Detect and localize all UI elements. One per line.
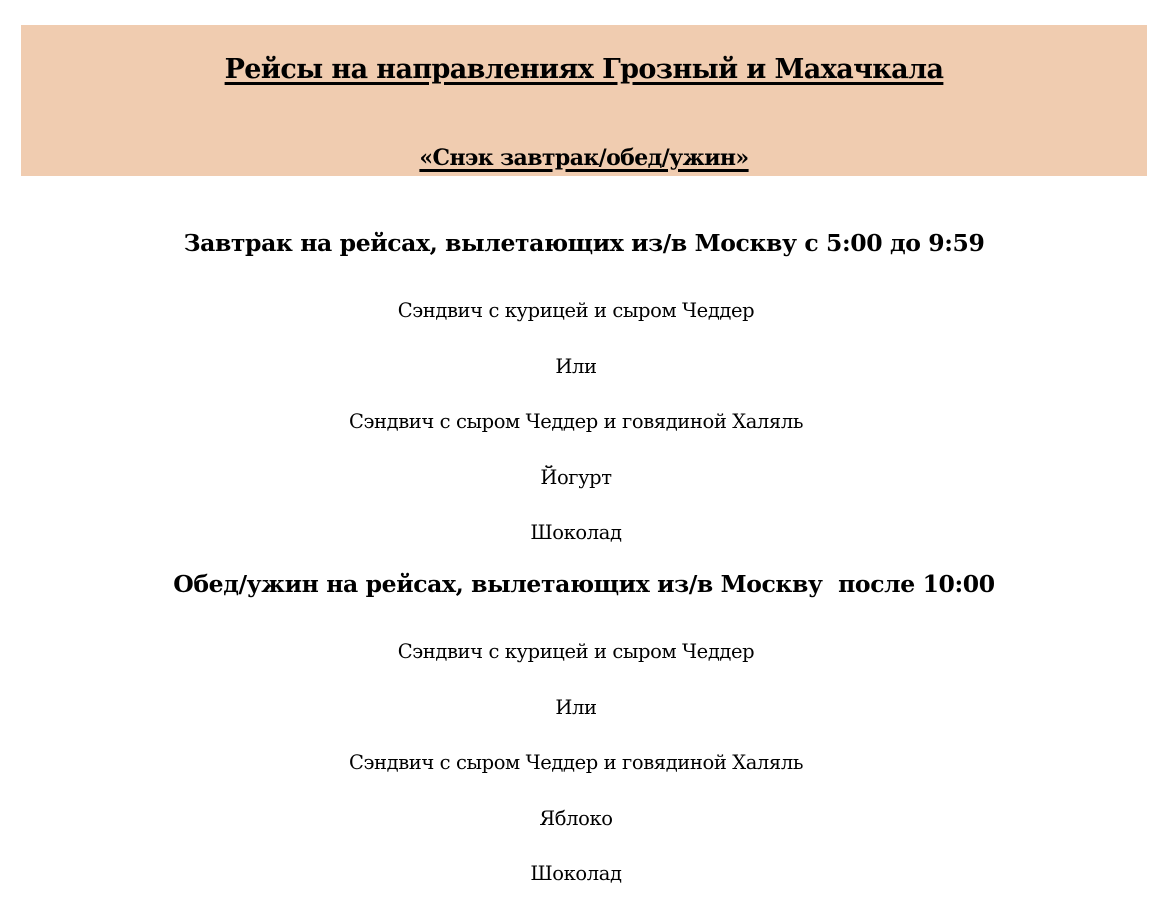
header-banner (21, 25, 1147, 176)
page-title: Рейсы на направлениях Грозный и Махачкала (224, 54, 944, 85)
menu-item: Шоколад (530, 521, 622, 544)
menu-item: Яблоко (539, 806, 613, 830)
menu-item: Шоколад (530, 862, 622, 885)
page-subtitle: «Снэк завтрак/обед/ужин» (419, 145, 749, 171)
breakfast-section (0, 223, 1152, 561)
menu-item: Сэндвич с сыром Чеддер и говядиной Халяль (348, 410, 804, 433)
lunch-dinner-menu-list (0, 624, 1152, 902)
breakfast-menu-list (0, 283, 1152, 561)
menu-item-or-separator: Или (555, 695, 597, 719)
menu-item: Йогурт (540, 465, 612, 489)
menu-item: Сэндвич с курицей и сыром Чеддер (397, 640, 755, 663)
menu-item: Сэндвич с сыром Чеддер и говядиной Халяль (348, 751, 804, 774)
lunch-dinner-section (0, 564, 1152, 902)
section-heading-lunch-dinner: Обед/ужин на рейсах, вылетающих из/в Москву после 10:00 (173, 570, 995, 598)
section-heading-breakfast: Завтрак на рейсах, вылетающих из/в Москву с 5:00 до 9:59 (183, 229, 985, 257)
menu-item-or-separator: Или (555, 354, 597, 378)
menu-item: Сэндвич с курицей и сыром Чеддер (397, 299, 755, 322)
